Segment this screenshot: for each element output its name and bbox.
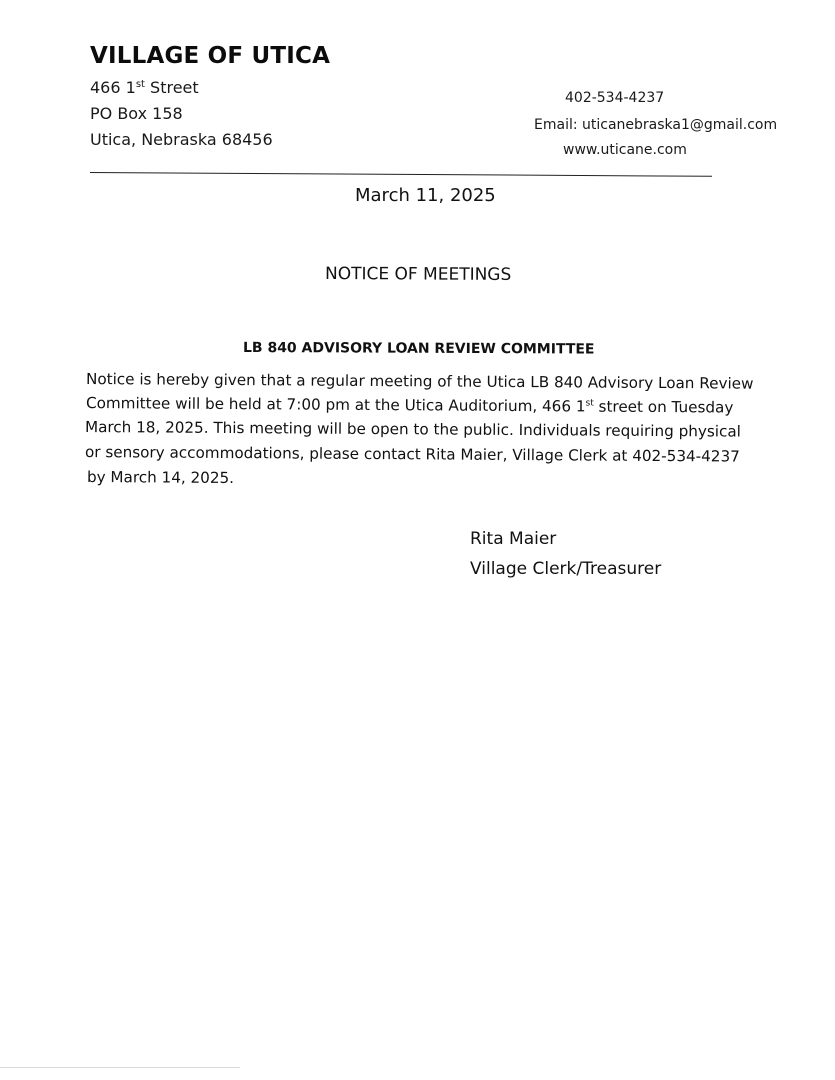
notice-date: March 11, 2025 [355,185,496,206]
signature-title: Village Clerk/Treasurer [470,559,662,579]
contact-website: www.uticane.com [563,142,687,158]
signature-name: Rita Maier [470,529,557,549]
scan-edge-line [0,1067,240,1068]
body-line-2-start: Committee will be held at 7:00 pm at the Utica Auditorium, 466 1 [85,394,586,416]
body-line-1: Notice is hereby given that a regular meeting of the Utica LB 840 Advisory Loan Review [85,370,754,393]
address-po-box: PO Box 158 [90,104,183,123]
notice-title: NOTICE OF MEETINGS [324,264,512,285]
address-ordinal: st [135,79,145,90]
village-title: VILLAGE OF UTICA [90,43,331,69]
body-line-4: or sensory accommodations, please contact Rita Maier, Village Clerk at 402-534-4237 [84,443,740,466]
contact-email: Email: uticanebraska1@gmail.com [534,117,778,133]
address-street-name: Street [144,78,199,97]
body-line-3: March 18, 2025. This meeting will be open to the public. Individuals requiring physical [84,418,741,441]
body-line-2 [86,394,734,417]
contact-phone: 402-534-4237 [565,90,665,106]
header-divider [90,172,712,177]
address-number: 466 1 [90,78,136,97]
body-line-5: by March 14, 2025. [86,468,235,488]
body-line-2-end: street on Tuesday [593,397,734,417]
address-city: Utica, Nebraska 68456 [90,130,273,149]
committee-heading: LB 840 ADVISORY LOAN REVIEW COMMITTEE [242,340,595,358]
body-line-2-ordinal: st [585,398,594,409]
address-street [90,78,199,97]
